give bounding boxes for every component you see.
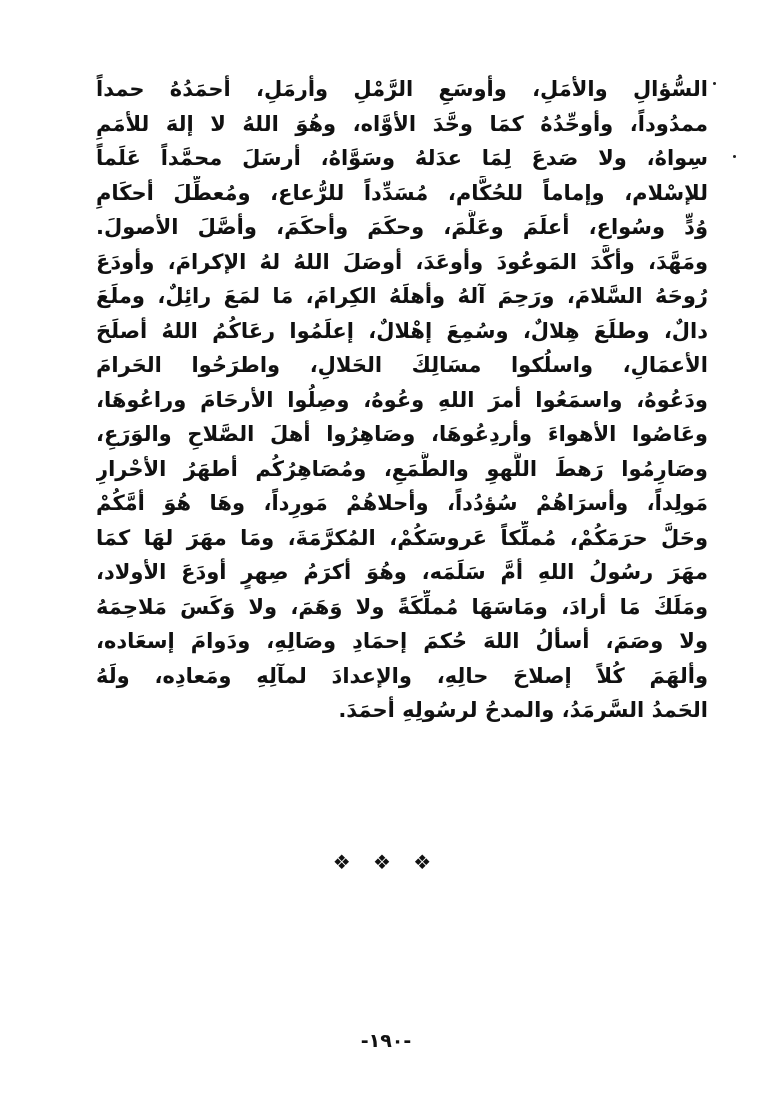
text-line: ولا وصَمَ، أسألُ اللهَ حُكمَ إحمَادِ وصَالِهِ، ودَوامَ إسعَاده، [96, 629, 708, 653]
section-divider-ornament: ❖ ❖ ❖ [332, 850, 440, 874]
scan-speck [733, 155, 736, 158]
text-line: ومَلَكَ مَا أرادَ، ومَاسَهَا مُملِّكَةً ولا وَهَمَ، ولا وَكَسَ مَلاحِمَهُ [96, 594, 708, 619]
text-line: للإسْلام، وإماماً للحُكَّام، مُسَدِّداً للرُّعاع، ومُعطِّلَ أحكَامِ [96, 180, 708, 205]
text-line: مَولِداً، وأسرَاهُمْ سُؤدُداً، وأحلاهُمْ مَورِداً، وهَا هُوَ أمَّكُمْ [96, 491, 708, 515]
text-line: وحَلَّ حرَمَكُمْ، مُملِّكاً عَروسَكُمْ، المُكرَّمَةَ، ومَا مهَرَ لهَا كمَا [96, 525, 708, 550]
text-line: ممدُوداً، وأوحِّدُهُ كمَا وحَّدَ الأوَّاه، وهُوَ اللهُ لا إلهَ للأمَمِ [96, 111, 708, 136]
text-line: السُّؤالِ والأمَلِ، وأوسَعِ الرَّمْلِ وأرمَلِ، أحمَدُهُ حمداً [96, 77, 708, 101]
body-text [96, 72, 708, 728]
scan-speck [713, 82, 716, 85]
text-line: وصَارِمُوا رَهطَ اللَّهوِ والطَّمَعِ، ومُصَاهِرُكُم أطهَرُ الأحْرارِ [96, 456, 708, 481]
text-line: ومَهَّدَ، وأكَّدَ المَوعُودَ وأوعَدَ، أوصَلَ اللهُ لهُ الإكرامَ، وأودَعَ [96, 249, 708, 274]
text-line: الأعمَالِ، واسلُكوا مسَالِكَ الحَلالِ، واطرَحُوا الحَرامَ [96, 353, 708, 377]
text-line: سِواهُ، ولا صَدعَ لِمَا عدَلهُ وسَوَّاهُ، أرسَلَ محمَّداً عَلَماً [96, 146, 708, 170]
page-number: -١٩٠- [360, 1030, 412, 1052]
text-line-last: الحَمدُ السَّرمَدُ، والمدحُ لرسُولِهِ أحمَدَ. [338, 698, 708, 722]
text-line: وألهَمَ كُلاً إصلاحَ حالِهِ، والإعدادَ لمآلِهِ ومَعادِه، ولَهُ [96, 663, 708, 688]
text-line: دالٌ، وطلَعَ هِلالٌ، وسُمِعَ إهْلالٌ، إعلَمُوا رعَاكُمُ اللهُ أصلَحَ [96, 318, 708, 343]
text-line: رُوحَهُ السَّلامَ، ورَحِمَ آلهُ وأهلَهُ الكِرامَ، مَا لمَعَ رائِلٌ، وملَعَ [96, 284, 708, 308]
text-line: مهَرَ رسُولُ اللهِ أمَّ سَلَمَه، وهُوَ أكرَمُ صِهرٍ أودَعَ الأولاد، [96, 560, 708, 584]
text-line: وعَاصُوا الأهواءَ وأردِعُوهَا، وصَاهِرُوا أهلَ الصَّلاحِ والوَرَعِ، [96, 422, 708, 446]
text-line: ودَعُوهُ، واسمَعُوا أمرَ اللهِ وعُوهُ، وصِلُوا الأرحَامَ وراعُوهَا، [96, 387, 708, 412]
text-line: وُدٍّ وسُواع، أعلَمَ وعَلَّمَ، وحكَمَ وأحكَمَ، وأصَّلَ الأصولَ. [96, 215, 708, 239]
